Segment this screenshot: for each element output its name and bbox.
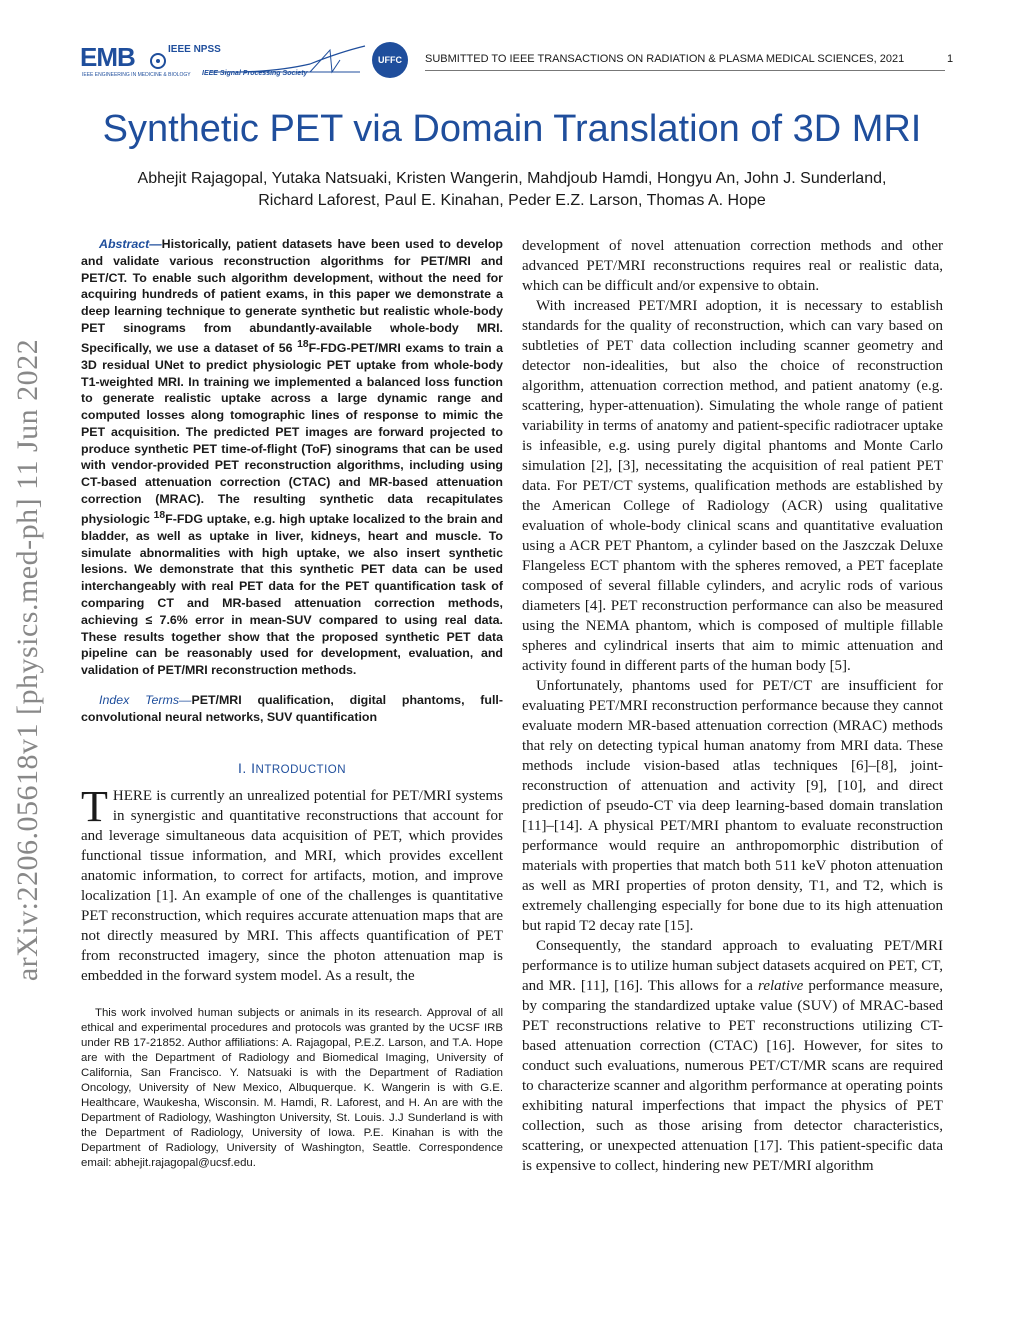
paper-title: Synthetic PET via Domain Translation of 3D MRI bbox=[102, 108, 922, 150]
abstract-sup-1: 18 bbox=[297, 338, 309, 350]
left-column bbox=[81, 236, 503, 1171]
right-p4-text-b: performance measure, by comparing the standardized uptake value (SUV) of MRAC-based PET reconstructions relative to PET reconstructions utilizing CT-based attenuation correction (CTAC) [16]. However, for sites to conduct such evaluations, numerous PET/CT/MR scans are required to characterize scanner and algorithm performance at operating points exhibiting natural imperfections that impact the physics of PET collection, such as those arising from detector characteristics, scattering, or unexpected attenuation [17]. This patient-specific data is expensive to collect, hindering new PET/MRI algorithm bbox=[522, 978, 943, 1174]
section-numeral: I. I bbox=[237, 759, 256, 776]
page-number: 1 bbox=[947, 53, 954, 65]
sps-logo: IEEE Signal Processing Society bbox=[202, 70, 308, 77]
index-terms-lead: Index Terms— bbox=[99, 692, 192, 707]
authors-line-1: Abhejit Rajagopal, Yutaka Natsuaki, Kristen Wangerin, Mahdjoub Hamdi, Hongyu An, John J. Sunderland, bbox=[137, 170, 887, 187]
uffc-logo: UFFC bbox=[372, 42, 408, 78]
authors-line-2: Richard Laforest, Paul E. Kinahan, Peder E.Z. Larson, Thomas A. Hope bbox=[258, 192, 766, 209]
section-title: NTRODUCTION bbox=[255, 763, 347, 776]
author-list bbox=[60, 168, 964, 212]
arxiv-stamp bbox=[6, 300, 50, 1020]
index-terms bbox=[81, 692, 503, 726]
right-column bbox=[522, 236, 943, 1176]
right-paragraph-2: With increased PET/MRI adoption, it is necessary to establish standards for the quality of reconstruction, which can vary based on subtleties of PET data collection including scanner geometry and detector non-idealities, but also the choice of reconstruction algorithm, attenuation correction method, and patient anatomy (e.g. scattering, hyper-attenuation). Simulating the whole range of patient variability in terms of anatomy and patient-specific radiotracer uptake is infeasible, e.g. using purely digital phantoms and Monte Carlo simulation [2], [3], necessitating the acquisition of real patient PET data. For PET/CT systems, qualification methods are established by the American College of Radiology (ACR) using qualitative evaluation of whole-body clinical scans and quantitative evaluation using a ACR PET Phantom, a cylinder based on the Jaszczak Deluxe Flangeless ECT phantom with the spheres removed, a PET faceplate composed of several fillable cylinders, and acrylic rods of various diameters [4]. PET reconstruction performance can also be measured using the NEMA phantom, which is composed of multiple fillable spheres and cylindrical inserts that aim to mimic attenuation and activity found in different parts of the human body [5]. bbox=[522, 298, 943, 674]
arxiv-identifier: arXiv:2206.05618v1 [physics.med-ph] 11 Jun 2022 bbox=[11, 338, 44, 982]
right-paragraph-1: development of novel attenuation correction methods and other advanced PET/MRI reconstructions requires real or realistic data, which can be difficult and/or expensive to obtain. bbox=[522, 238, 943, 294]
dropcap: T bbox=[81, 781, 108, 831]
right-paragraph-3: Unfortunately, phantoms used for PET/CT are insufficient for evaluating PET/MRI reconstruction performance because they cannot evaluate modern MR-based attenuation correction (MRAC) methods that rely on detecting typical human anatomy from MRI data. These methods include vision-based atlas techniques [6]–[8], joint-reconstruction of attenuation and activity [9], [10], and direct prediction of pseudo-CT via deep learning-based domain translation [11]–[14]. A physical PET/MRI phantom to evaluate reconstruction performance would require an anthropomorphic distribution of materials with properties that match both 511 keV photon attenuation as well as MRI properties of proton density, T1, and T2, which is extremely challenging especially for bone due to its high attenuation but rapid T2 decay rate [15]. bbox=[522, 678, 943, 934]
abstract-text-a: Historically, patient datasets have been used to develop and validate various reconstruction algorithms for PET/MRI and PET/CT. To enable such algorithm development, without the need for acquiring hundreds of patient exams, in this paper we demonstrate a deep learning technique to generate synthetic but realistic whole-body PET sinograms from abundantly-available whole-body MRI. Specifically, we use a dataset of 56 bbox=[81, 237, 503, 355]
abstract-text-b: F-FDG-PET/MRI exams to train a 3D residual UNet to predict physiologic PET uptake from whole-body T1-weighted MRI. In training we implemented a balanced loss function to generate realistic uptake across a large dynamic range and computed losses along tomographic lines of response to mimic the PET acquisition. The predicted PET images are forward projected to produce synthetic PET time-of-flight (ToF) sinograms that can be used with vendor-provided PET reconstruction algorithms, including using CT-based attenuation correction (CTAC) and MR-based attenuation correction (MRAC). The resulting synthetic data recapitulates physiologic bbox=[81, 340, 503, 526]
header-logos bbox=[80, 40, 410, 82]
abstract bbox=[81, 236, 503, 679]
right-p4-emphasis: relative bbox=[758, 978, 804, 994]
right-paragraph-4 bbox=[522, 936, 943, 1176]
running-header: SUBMITTED TO IEEE TRANSACTIONS ON RADIATION & PLASMA MEDICAL SCIENCES, 2021 bbox=[425, 53, 905, 65]
right-p4-text-a: Consequently, the standard approach to evaluating PET/MRI performance is to utilize human subject datasets acquired on PET, CT, and MR. [11], [16]. This allows for a bbox=[522, 938, 943, 994]
abstract-text-c: F-FDG uptake, e.g. high uptake localized to the brain and bladder, as well as uptake in liver, kidneys, heart and muscle. To simulate abnormalities with high uptake, we also insert synthetic lesions. We demonstrate that this synthetic PET data can be used interchangeably with real PET data for the PET quantification task of comparing CT and MR-based attenuation correction methods, achieving ≤ 7.6% error in mean-SUV compared to using real data. These results together show that the proposed synthetic PET data pipeline can be reasonably used for development, evaluation, and validation of PET/MRI reconstruction methods. bbox=[81, 512, 503, 678]
intro-text: is currently an unrealized potential for PET/MRI systems in synergistic and quantitative reconstructions that account for and leverage simultaneous data acquisition of PET, which provides functional tissue information, and MRI, which provides excellent anatomic information, to correct for artifacts, motion, and improve localization [1]. An example of one of the challenges is quantitative PET reconstruction, which requires accurate attenuation maps that are not directly measured by MRI. This affects quantification of PET from reconstructed imagery, since the photon attenuation map is embedded in the forward system model. As a result, the bbox=[81, 787, 503, 984]
intro-lead-word: HERE bbox=[112, 787, 153, 804]
index-terms-text: PET/MRI qualification, digital phantoms, full-convolutional neural networks, SUV quantification bbox=[81, 692, 503, 724]
abstract-sup-2: 18 bbox=[153, 509, 166, 521]
emb-logo: EMB bbox=[80, 42, 135, 72]
header-rule bbox=[425, 70, 945, 71]
emb-logo-subtitle: IEEE ENGINEERING IN MEDICINE & BIOLOGY bbox=[82, 72, 191, 78]
footnote: This work involved human subjects or animals in its research. Approval of all ethical and experimental procedures and protocols was granted by the UCSF IRB under RB 17-21852. Author affiliations: A. Rajagopal, P.E.Z. Larson, and T.A. Hope are with the Department of Radiology and Biomedical Imaging, University of California, San Francisco. Y. Natsuaki is with the Department of Radiation Oncology, University of New Mexico, Albuquerque. K. Wangerin is with G.E. Healthcare, Waukesha, Wisconsin. M. Hamdi, R. Laforest, and H. An are with the Department of Radiology, Washington University, St. Louis. J.J Sunderland is with the Department of Radiology, University of Iowa. P.E. Kinahan is with the Department of Radiology, University of Washington, Seattle. Correspondence email: abhejit.rajagopal@ucsf.edu. bbox=[81, 1006, 503, 1169]
intro-paragraph-1 bbox=[81, 781, 503, 986]
npss-logo: IEEE NPSS bbox=[168, 44, 221, 55]
abstract-lead: Abstract— bbox=[99, 237, 162, 251]
section-heading-introduction bbox=[81, 760, 503, 776]
